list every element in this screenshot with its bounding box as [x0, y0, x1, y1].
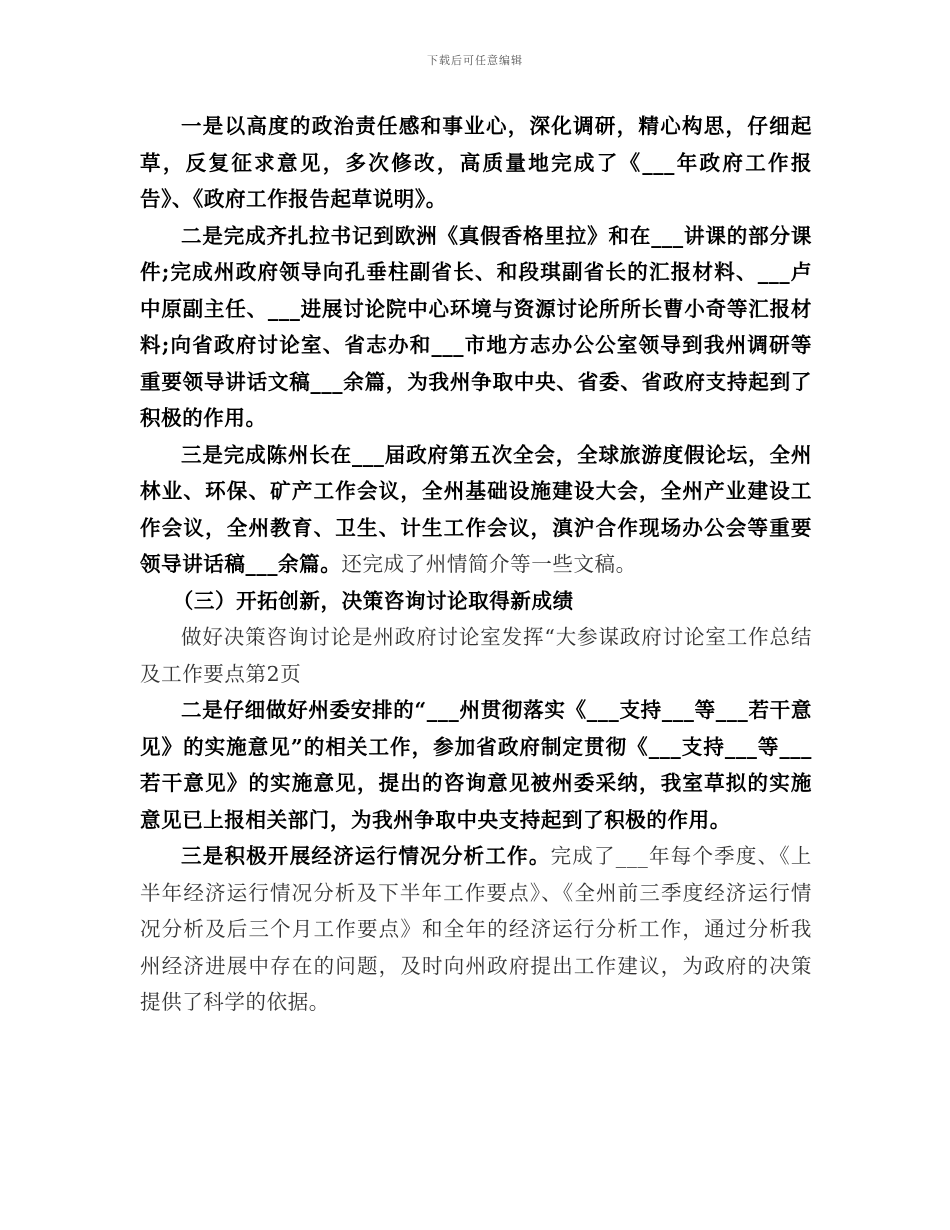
section-heading: （三）开拓创新，决策咨询讨论取得新成绩 — [172, 588, 574, 613]
paragraph-3-normal: 还完成了州情简介等一些文稿。 — [341, 552, 637, 576]
page-header: 下载后可任意编辑 — [427, 54, 523, 67]
paragraph-2: 二是完成齐扎拉书记到欧洲《真假香格里拉》和在___讲课的部分课件;完成州政府领导向孔垂柱副省长、和段琪副省长的汇报材料、___卢中原副主任、___进展讨论院中心环境与资源讨论所所长曹小奇等汇报材料;向省政府讨论室、省志办和___市地方志办公公室领导到我州调研等重要领导讲话文稿___余篇，为我州争取中央、省委、省政府支持起到了积极的作用。 — [140, 223, 812, 430]
paragraph-6 — [140, 838, 812, 1021]
paragraph-3-bold: 三是完成陈州长在___届政府第五次全会，全球旅游度假论坛，全州林业、环保、矿产工作会议，全州基础设施建设大会，全州产业建设工作会议，全州教育、卫生、计生工作会议，滇沪合作现场办公会等重要领导讲话稿___余篇。 — [140, 442, 812, 576]
paragraph-3 — [140, 437, 812, 583]
paragraph-1: 一是以高度的政治责任感和事业心，深化调研，精心构思，仔细起草，反复征求意见，多次修改，高质量地完成了《___年政府工作报告》、《政府工作报告起草说明》。 — [140, 114, 812, 211]
paragraph-6-bold: 三是积极开展经济运行情况分析工作。 — [181, 844, 551, 868]
paragraph-6-normal: 完成了___年每个季度、《上半年经济运行情况分析及下半年工作要点》、《全州前三季度经济运行情况分析及后三个月工作要点》和全年的经济运行分析工作，通过分析我州经济进展中存在的问题，及时向州政府提出工作建议，为政府的决策提供了科学的依据。 — [140, 844, 812, 1014]
paragraph-5: 二是仔细做好州委安排的“___州贯彻落实《___支持___等___若干意见》的实施意见”的相关工作，参加省政府制定贯彻《___支持___等___若干意见》的实施意见，提出的咨询意见被州委采纳，我室草拟的实施意见已上报相关部门，为我州争取中央支持起到了积极的作用。 — [140, 698, 812, 832]
document-body — [140, 108, 812, 1021]
paragraph-4: 做好决策咨询讨论是州政府讨论室发挥“大参谋政府讨论室工作总结及工作要点第2页 — [140, 625, 812, 686]
